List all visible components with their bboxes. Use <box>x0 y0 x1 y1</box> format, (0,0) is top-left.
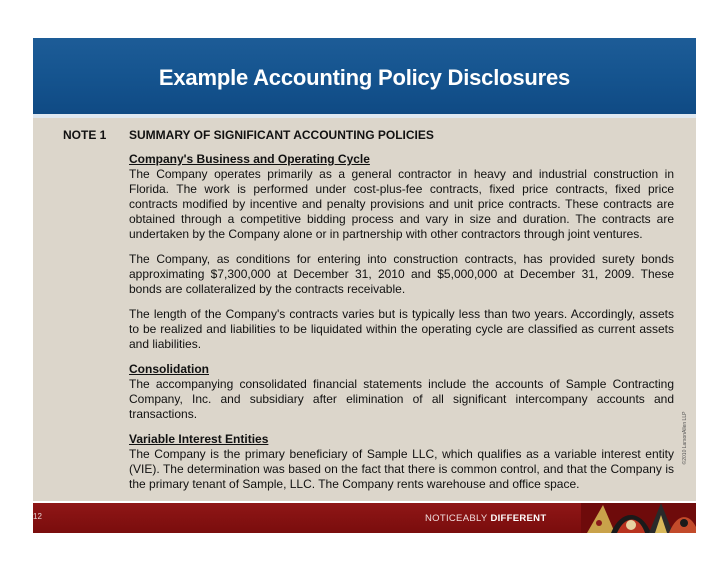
business-paragraph-3: The length of the Company's contracts varies but is typically less than two years. Accordingly, assets to be realized and liabilities to be liquidated within the operating cycle are classified as current assets and liabilities. <box>129 307 674 351</box>
consolidation-section <box>129 362 674 422</box>
consolidation-paragraph: The accompanying consolidated financial statements include the accounts of Sample Contracting Company, Inc. and subsidiary after elimination of all significant intercompany accounts and transactions. <box>129 377 674 421</box>
title-banner <box>33 38 696 114</box>
page-number: 12 <box>33 512 42 521</box>
note-title: SUMMARY OF SIGNIFICANT ACCOUNTING POLICIES <box>129 128 434 142</box>
vie-section <box>129 432 674 492</box>
footer-bar <box>33 503 696 533</box>
business-paragraph-2: The Company, as conditions for entering into construction contracts, has provided surety bonds approximating $7,300,000 at December 31, 2010 and $5,000,000 at December 31, 2009. These bonds are collateralized by the contracts receivable. <box>129 252 674 296</box>
slide-title: Example Accounting Policy Disclosures <box>158 65 571 90</box>
consolidation-heading: Consolidation <box>129 362 209 376</box>
decorative-pattern-image <box>581 503 696 533</box>
vie-paragraph: The Company is the primary beneficiary of Sample LLC, which qualifies as a variable interest entity (VIE). The determination was based on the fact that there is common control, and that the Company is the primary tenant of Sample, LLC. The Company rents warehouse and office space. <box>129 447 674 491</box>
note-body <box>129 152 674 502</box>
vie-heading: Variable Interest Entities <box>129 432 269 446</box>
copyright-text: ©2010 LarsonAllen LLP <box>682 411 688 465</box>
business-paragraph-1: The Company operates primarily as a general contractor in heavy and industrial construction in Florida. The work is performed under cost-plus-fee contracts, fixed price contracts, fixed price contracts modified by incentive and penalty provisions and unit price contracts. These contracts are obtained through a competitive bidding process and vary in size and duration. The contracts are undertaken by the Company alone or in partnership with other contractors through joint ventures. <box>129 167 674 241</box>
tagline-word-1: NOTICEABLY <box>425 513 488 524</box>
business-heading: Company's Business and Operating Cycle <box>129 152 370 166</box>
content-panel <box>33 118 696 501</box>
tagline-word-2: DIFFERENT <box>490 513 547 524</box>
note-label: NOTE 1 <box>63 128 107 142</box>
tagline <box>425 513 546 524</box>
copyright-notice <box>679 378 691 498</box>
business-section <box>129 152 674 242</box>
